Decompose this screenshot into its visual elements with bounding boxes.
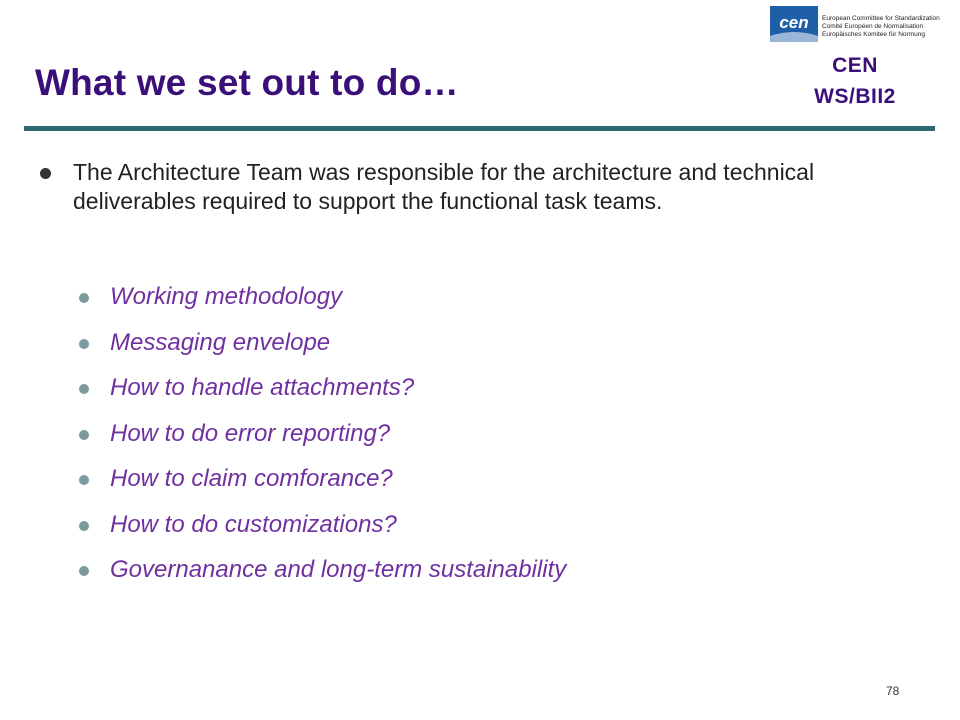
sub-bullet-text: Working methodology <box>110 283 343 310</box>
logo-text-block <box>822 15 942 39</box>
sub-bullet-dot-icon <box>79 521 89 531</box>
logo-line-en: European Committee for Standardization <box>822 15 940 22</box>
sub-bullet-dot-icon <box>79 430 89 440</box>
sub-bullet-dot-icon <box>79 566 89 576</box>
cen-logo <box>770 6 940 44</box>
main-bullet <box>40 158 920 216</box>
sub-bullet-text: How to do customizations? <box>110 510 397 538</box>
sub-bullet-text: Governanance and long-term sustainability <box>110 556 567 583</box>
logo-mark-text: cen <box>779 13 809 32</box>
page-number: 78 <box>886 684 900 698</box>
logo-line-de: Europäisches Komitee für Normung <box>822 31 925 38</box>
sub-bullet-dot-icon <box>79 475 89 485</box>
sub-bullet-text: How to do error reporting? <box>110 419 391 447</box>
workgroup-line-2: WS/BII2 <box>814 85 896 108</box>
sub-bullet-text: Messaging envelope <box>110 328 331 356</box>
workgroup-label <box>780 50 930 112</box>
logo-line-fr: Comité Européen de Normalisation <box>822 23 924 30</box>
main-bullet-dot-icon <box>40 168 51 179</box>
title-divider <box>24 126 935 131</box>
sub-bullet-dot-icon <box>79 293 89 303</box>
sub-bullet-text: How to claim comforance? <box>110 465 393 492</box>
workgroup-line-1: CEN <box>832 54 878 77</box>
main-bullet-text: The Architecture Team was responsible for the architecture and technical deliverables required to support the functional task teams. <box>73 159 815 214</box>
sub-bullet-dot-icon <box>79 384 89 394</box>
cen-logo-mark-icon <box>770 6 818 42</box>
sub-bullet-text: How to handle attachments? <box>110 374 415 401</box>
slide-title: What we set out to do… <box>35 62 459 103</box>
sub-bullet-dot-icon <box>79 339 89 349</box>
